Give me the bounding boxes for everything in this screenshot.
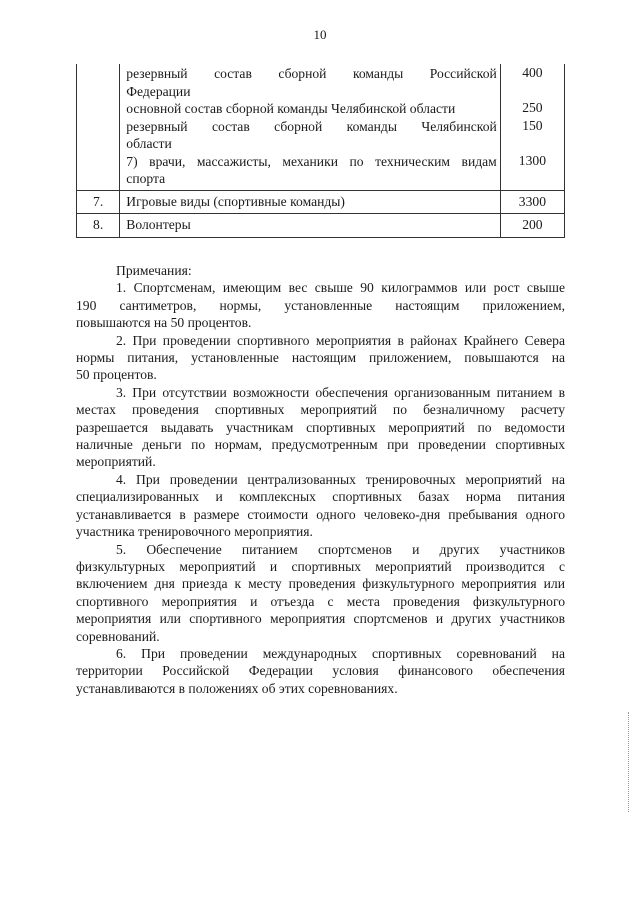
- row-number-cell: 8.: [77, 214, 120, 238]
- value-line: 1300: [518, 152, 546, 168]
- description-line: основной состав сборной команды Челябинской области: [126, 101, 456, 116]
- value-line: 400: [522, 65, 543, 80]
- note-line: устанавливаются в положениях об этих соревнованиях.: [76, 680, 398, 696]
- note-line: 4. При проведении централизованных тренировочных мероприятий на: [116, 471, 565, 487]
- table-row: [77, 190, 565, 214]
- note-line: включением дня приезда к месту проведения физкультурного мероприятия или: [76, 576, 565, 592]
- note-line: разрешается выдавать участникам спортивных мероприятий по ведомости: [76, 419, 565, 435]
- description-line: спорта: [126, 171, 166, 186]
- note-line: наличные деньги по нормам, предусмотренным при проведении спортивных: [76, 437, 565, 453]
- note-line: 1. Спортсменам, имеющим вес свыше 90 килограммов или рост свыше: [116, 280, 565, 296]
- row-description-cell: Волонтеры: [120, 214, 501, 238]
- description-line: 7) врачи, массажисты, механики по техническим видам: [126, 153, 497, 169]
- note-line: 50 процентов.: [76, 367, 157, 383]
- note-paragraph: [76, 279, 565, 331]
- note-line: 190 сантиметров, нормы, установленные настоящим приложением,: [76, 297, 565, 313]
- row-number-cell: 7.: [77, 190, 120, 214]
- note-line: физкультурных мероприятий и спортивных мероприятий производится с: [76, 558, 565, 574]
- description-line: резервный состав сборной команды Российской: [126, 66, 497, 81]
- note-line: спортивного мероприятия и отъезда с места проведения физкультурного: [76, 593, 565, 609]
- note-line: 2. При проведении спортивного мероприятия в районах Крайнего Севера: [116, 332, 565, 348]
- value-line: 250: [522, 100, 543, 115]
- note-paragraph: [76, 541, 565, 645]
- note-line: соревнований.: [76, 628, 160, 644]
- description-line: Федерации: [126, 83, 191, 99]
- note-line: устанавливается в размере стоимости одного человеко-дня пребывания одного: [76, 506, 565, 522]
- row-value-cell: [500, 64, 564, 190]
- row-description-cell: Игровые виды (спортивные команды): [120, 190, 501, 214]
- note-line: мероприятия или спортивного мероприятия спортсменов и других участников: [76, 611, 565, 627]
- description-line: области: [126, 136, 172, 151]
- note-paragraph: [76, 332, 565, 384]
- row-number-cell: [77, 64, 120, 190]
- note-paragraph: [76, 471, 565, 541]
- scan-edge-marks: [628, 712, 631, 812]
- note-paragraph: [76, 384, 565, 471]
- row-value-cell: 200: [500, 214, 564, 238]
- note-line: мероприятий.: [76, 454, 156, 470]
- note-line: специализированных и комплексных спортивных базах норма питания: [76, 489, 565, 505]
- row-value-cell: 3300: [500, 190, 564, 214]
- note-line: 3. При отсутствии возможности обеспечения организованным питанием в: [116, 384, 565, 400]
- nutrition-norms-table: [76, 64, 565, 238]
- note-line: нормы питания, установленные настоящим приложением, повышаются на: [76, 350, 565, 366]
- page-number: 10: [313, 27, 327, 42]
- note-paragraph: [76, 645, 565, 697]
- note-line: повышаются на 50 процентов.: [76, 315, 252, 331]
- note-line: территории Российской Федерации условия финансового обеспечения: [76, 663, 565, 679]
- notes-heading: Примечания:: [116, 263, 192, 278]
- note-line: местах проведения спортивных мероприятий по безналичному расчету: [76, 402, 565, 418]
- description-line: резервный состав сборной команды Челябинской: [126, 118, 497, 134]
- note-line: 5. Обеспечение питанием спортсменов и других участников: [116, 541, 565, 557]
- value-line: 150: [522, 117, 543, 133]
- table-row: [77, 64, 565, 190]
- note-line: 6. При проведении международных спортивных соревнований на: [116, 645, 565, 661]
- note-line: участника тренировочного мероприятия.: [76, 524, 313, 540]
- notes-section: [76, 262, 565, 697]
- row-description-cell: [120, 64, 501, 190]
- table-row: [77, 214, 565, 238]
